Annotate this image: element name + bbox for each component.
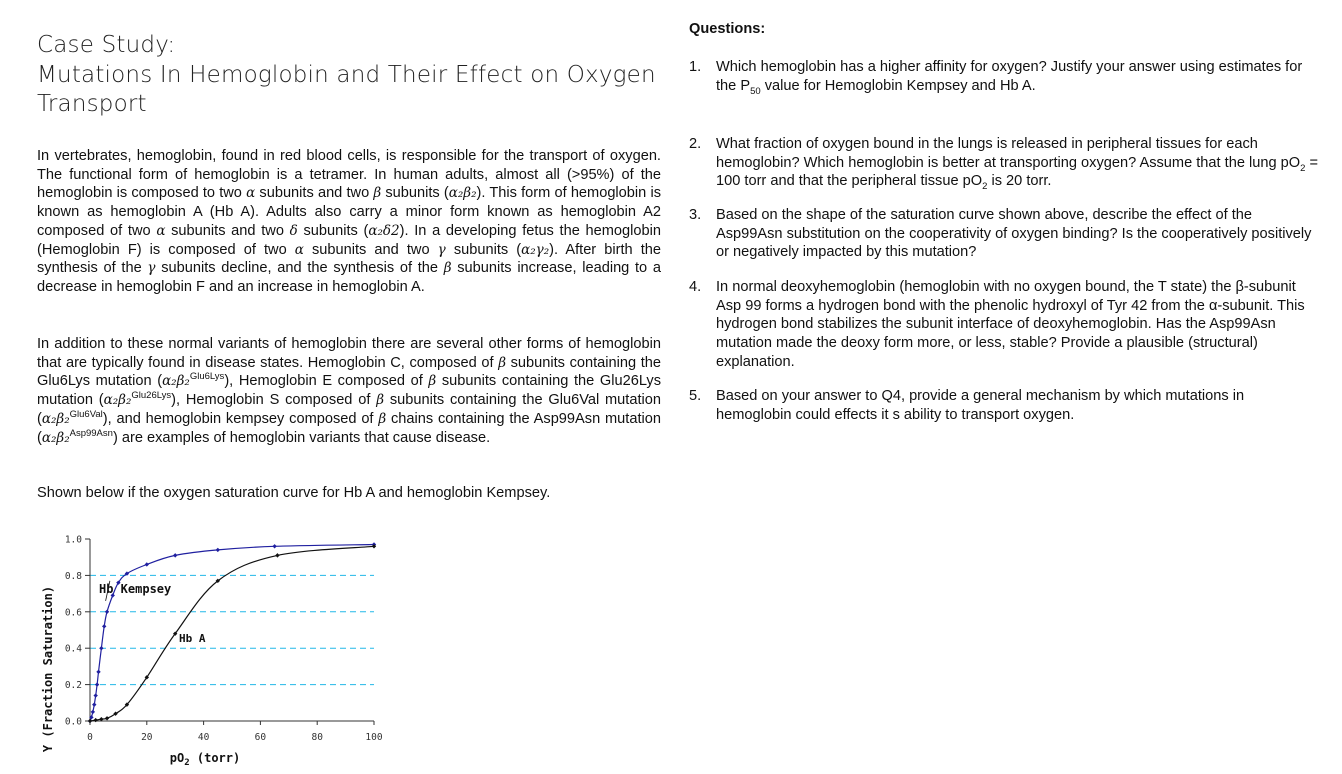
data-point-hb-kempsey <box>145 562 149 566</box>
data-point-hb-kempsey <box>95 682 99 686</box>
hbk-formula: α₂β₂ <box>41 429 70 446</box>
y-tick-label: 0.2 <box>64 680 82 692</box>
data-point-hb-kempsey <box>216 548 220 552</box>
question-3: 3. Based on the shape of the saturation curve shown above, describe the effect of the Asp99Asn substitution on the cooperativity of oxygen binding? Is the cooperatively positively or negatively impacted by this mutation? <box>689 207 1312 261</box>
series-line-hb-a <box>90 546 374 721</box>
y-tick-label: 0.0 <box>64 716 82 728</box>
data-point-hb-a <box>88 719 92 723</box>
x-tick-label: 100 <box>365 732 383 743</box>
data-point-hb-kempsey <box>173 553 177 557</box>
y-tick-label: 1.0 <box>64 534 82 546</box>
series-label-hb-kempsey: Hb Kempsey <box>99 582 172 596</box>
title-line-3: Transport <box>37 91 147 117</box>
chart-series <box>88 542 376 723</box>
data-point-hb-kempsey <box>272 544 276 548</box>
hba2-formula: α₂δ2 <box>368 222 400 239</box>
x-axis-label: $pO_2$ (torr) <box>169 751 241 768</box>
data-point-hb-kempsey <box>99 646 103 650</box>
y-tick-label: 0.8 <box>64 570 82 582</box>
data-point-hb-kempsey <box>96 670 100 674</box>
x-tick-label: 60 <box>254 732 267 743</box>
question-1: 1. Which hemoglobin has a higher affinity for oxygen? Justify your answer using estimates for the $P_{50}$ value for Hemoglobin Kempsey and Hb A. <box>689 59 1303 97</box>
data-point-hb-kempsey <box>93 693 97 697</box>
data-point-hb-kempsey <box>102 624 106 628</box>
y-axis-ticks <box>65 535 90 728</box>
hbe-formula: α₂β₂ <box>103 392 132 409</box>
x-tick-label: 20 <box>141 732 153 743</box>
chart-axes <box>90 539 374 721</box>
intro-paragraph-1: In vertebrates, hemoglobin, found in red blood cells, is responsible for the transport of oxygen. The functional form of hemoglobin is a tetramer. In human adults, almost all (>95%) of the hemoglobin is composed to two α subunits and two β subunits (α₂β₂). This form of hemoglobin is known as hemoglobin A (Hb A). Adults also carry a minor form known as hemoglobin A2 composed of two α subunits and two δ subunits (α₂δ2). In a developing fetus the hemoglobin (Hemoglobin F) is composed of two α subunits and two γ subunits (α₂γ₂). After birth the synthesis of the γ subunits decline, and the synthesis of the β subunits increase, leading to a decrease in hemoglobin F and an increase in hemoglobin A. <box>37 148 662 295</box>
question-2: 2. What fraction of oxygen bound in the lungs is released in peripheral tissues for each hemoglobin? Which hemoglobin is better at transporting oxygen? Assume that the lung $pO_2 = 100$ torr and that the peripheral tissue $pO_2$ is 20 torr. <box>689 136 1318 193</box>
oxygen-saturation-chart <box>30 522 400 774</box>
hbc-formula: α₂β₂ <box>162 373 190 390</box>
x-tick-label: 80 <box>311 732 323 743</box>
y-tick-label: 0.4 <box>64 643 82 655</box>
questions-heading: Questions: <box>689 21 766 37</box>
y-tick-label: 0.6 <box>64 607 82 619</box>
x-axis-ticks <box>87 721 383 743</box>
data-point-hb-a <box>93 718 97 722</box>
hbf-formula: α₂γ₂ <box>521 241 550 258</box>
data-point-hb-kempsey <box>92 702 96 706</box>
title-line-1: Case Study: <box>37 32 176 58</box>
data-point-hb-kempsey <box>91 710 95 714</box>
data-point-hb-a <box>105 716 109 720</box>
data-point-hb-kempsey <box>105 610 109 614</box>
chart-intro-sentence: Shown below if the oxygen saturation curve for Hb A and hemoglobin Kempsey. <box>37 485 551 501</box>
y-axis-label: Y (Fraction Saturation) <box>41 585 55 753</box>
series-label-hb-a: Hb A <box>179 632 206 645</box>
hba-formula: α₂β₂ <box>448 185 477 202</box>
hbs-formula: α₂β₂ <box>41 410 70 427</box>
x-tick-label: 40 <box>197 732 210 743</box>
data-point-hb-a <box>275 553 279 557</box>
title-line-2: Mutations In Hemoglobin and Their Effect on Oxygen <box>37 61 656 88</box>
question-5: 5. Based on your answer to Q4, provide a general mechanism by which mutations in hemoglobin could effects it s ability to transport oxygen. <box>689 388 1245 423</box>
intro-paragraph-2: In addition to these normal variants of hemoglobin there are several other forms of hemoglobin that are typically found in disease states. Hemoglobin C, composed of β subunits containing the Glu6Lys mutation (α₂β₂$^{Glu6Lys}$), Hemoglobin E composed of β subunits containing the Glu26Lys mutation (α₂β₂$^{Glu26Lys}$), Hemoglobin S composed of β subunits containing the Glu6Val mutation (α₂β₂$^{Glu6Val}$), and hemoglobin kempsey composed of β chains containing the Asp99Asn mutation (α₂β₂$^{Asp99Asn}$) are examples of hemoglobin variants that cause disease. <box>37 336 662 446</box>
question-4: 4. In normal deoxyhemoglobin (hemoglobin with no oxygen bound, the T state) the β-subunit Asp 99 forms a hydrogen bond with the phenolic hydroxyl of Tyr 42 from the α-subunit. This hydrogen bond stabilizes the subunit interface of deoxyhemoglobin. Has the Asp99Asn mutation made the deoxy form more, or less, stable? Provide a plausible (structural) explanation. <box>689 279 1305 370</box>
page-title <box>37 31 677 120</box>
x-tick-label: 0 <box>87 732 93 743</box>
